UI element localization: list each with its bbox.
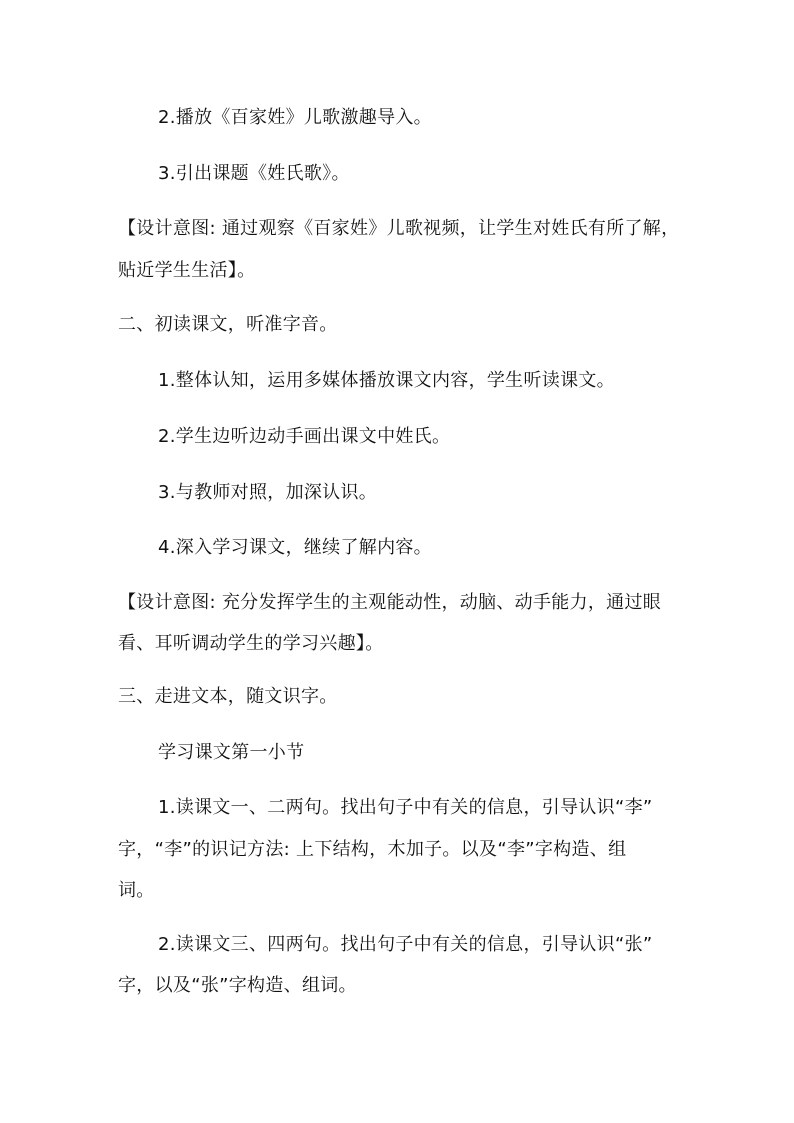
paragraph-step-2-play-song: 2.播放《百家姓》儿歌激趣导入。 [158,107,432,128]
paragraph-section2-item-1: 1.整体认知，运用多媒体播放课文内容，学生听读课文。 [158,370,615,391]
paragraph-li-line-2: 字，“李”的识记方法: 上下结构，木加子。以及“李”字构造、组 [118,839,627,860]
design-intent-1-line-1: 【设计意图: 通过观察《百家姓》儿歌视频，让学生对姓氏有所了解， [118,218,680,239]
subsection-heading: 学习课文第一小节 [158,742,305,763]
section-heading-2: 二、初读课文，听准字音。 [118,314,338,335]
paragraph-section2-item-4: 4.深入学习课文，继续了解内容。 [158,537,432,558]
paragraph-step-3-lesson-title: 3.引出课题《姓氏歌》。 [158,163,350,184]
section-heading-3: 三、走进文本，随文识字。 [118,686,338,707]
design-intent-2-line-1: 【设计意图: 充分发挥学生的主观能动性，动脑、动手能力，通过眼 [118,592,662,613]
paragraph-section2-item-3: 3.与教师对照，加深认识。 [158,482,378,503]
design-intent-1-line-2: 贴近学生生活】。 [118,260,256,281]
paragraph-zhang-line-2: 字，以及“张”字构造、组词。 [118,975,357,996]
paragraph-section2-item-2: 2.学生边听边动手画出课文中姓氏。 [158,426,451,447]
design-intent-2-line-2: 看、耳听调动学生的学习兴趣】。 [118,633,384,654]
paragraph-li-line-1: 1.读课文一、二两句。找出句子中有关的信息，引导认识“李” [158,797,653,818]
paragraph-zhang-line-1: 2.读课文三、四两句。找出句子中有关的信息，引导认识“张” [158,934,653,955]
paragraph-li-line-3: 词。 [118,880,155,901]
